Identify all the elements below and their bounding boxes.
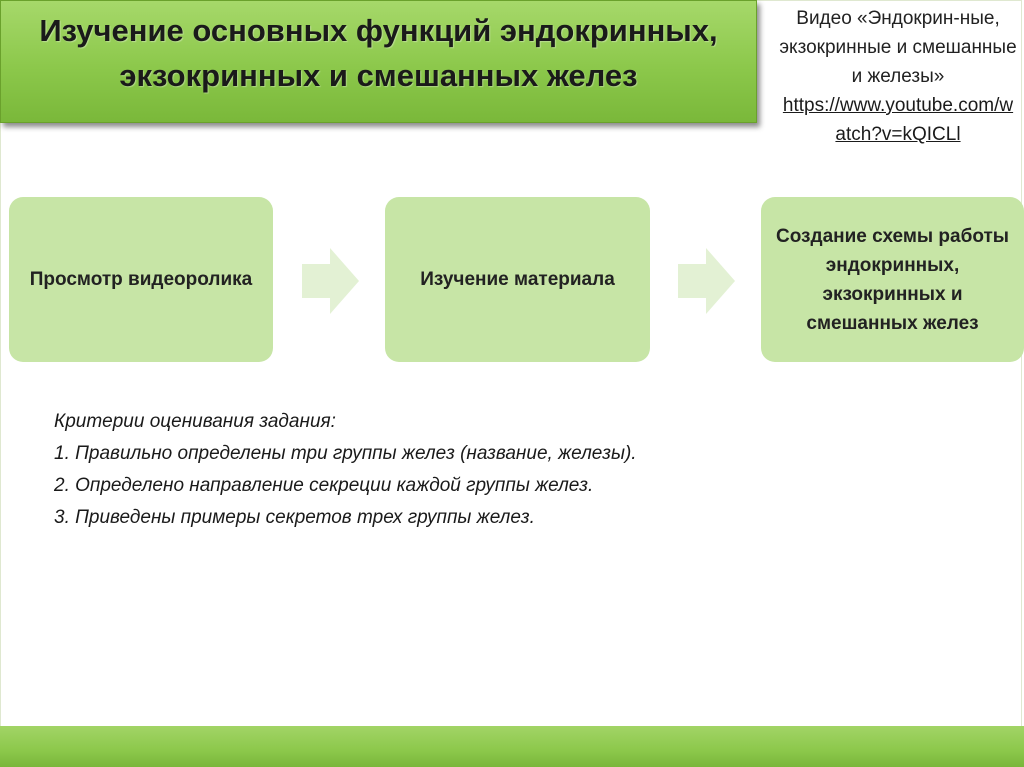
step-watch-video	[9, 197, 273, 362]
right-arrow-icon	[302, 248, 359, 314]
step-label: Изучение материала	[420, 269, 615, 290]
criteria-item: 3. Приведены примеры секретов трех группы желез.	[54, 507, 535, 528]
criteria-heading: Критерии оценивания задания:	[54, 411, 336, 432]
step-study-material	[385, 197, 650, 362]
video-link[interactable]: https://www.youtube.com/watch?v=kQICLl	[782, 95, 1014, 145]
bottom-accent-bar	[0, 726, 1024, 767]
page-title: Изучение основных функций эндокринных, экзокринных и смешанных желез	[39, 12, 718, 93]
video-reference	[778, 4, 1018, 149]
criteria-item: 1. Правильно определены три группы желез (название, железы).	[54, 443, 637, 464]
criteria-block	[54, 406, 674, 534]
criteria-item: 2. Определено направление секреции каждой группы желез.	[54, 475, 594, 496]
right-arrow-icon	[678, 248, 735, 314]
video-reference-label: Видео «Эндокрин-ные, экзокринные и смешанные и железы»	[779, 8, 1017, 87]
step-label: Просмотр видеоролика	[29, 269, 253, 290]
title-box	[0, 0, 757, 123]
step-create-scheme	[761, 197, 1024, 362]
step-label: Создание схемы работы эндокринных, экзокринных и смешанных желез	[775, 225, 1009, 334]
